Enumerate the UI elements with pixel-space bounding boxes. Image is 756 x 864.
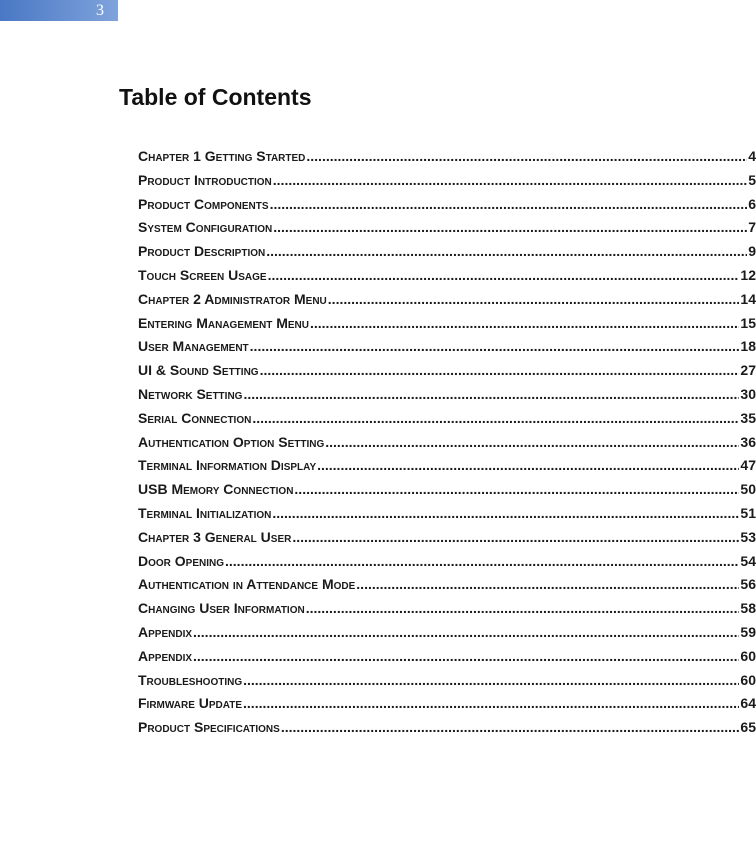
toc-entry-page: 35 [740, 409, 756, 426]
toc-entry-page: 30 [740, 385, 756, 402]
toc-entry-label: Changing User Information [138, 600, 305, 617]
toc-entry-page: 36 [740, 433, 756, 450]
toc-leader-dots [260, 362, 740, 378]
toc-entry[interactable] [138, 196, 756, 220]
toc-entry[interactable] [138, 576, 756, 600]
toc-leader-dots [273, 219, 747, 235]
toc-leader-dots [325, 434, 739, 450]
toc-entry[interactable] [138, 267, 756, 291]
toc-entry-label: Chapter 1 Getting Started [138, 148, 306, 164]
toc-entry-page: 14 [740, 290, 756, 307]
toc-entry[interactable] [138, 624, 756, 648]
toc-entry-page: 60 [740, 671, 756, 688]
toc-entry-page: 50 [740, 481, 756, 498]
toc-entry-label: System Configuration [138, 219, 273, 236]
toc-entry-label: Product Components [138, 195, 269, 212]
toc-entry-page: 12 [740, 266, 756, 283]
toc-entry-label: User Management [138, 338, 249, 355]
toc-leader-dots [272, 505, 739, 521]
toc-entry-label: Terminal Information Display [138, 457, 317, 474]
toc-entry[interactable] [138, 386, 756, 410]
toc-list [138, 148, 756, 743]
toc-entry-page: 18 [740, 338, 756, 355]
toc-entry[interactable] [138, 362, 756, 386]
toc-leader-dots [306, 600, 740, 616]
toc-entry[interactable] [138, 434, 756, 458]
toc-entry-label: Terminal Initialization [138, 504, 272, 521]
toc-leader-dots [243, 672, 739, 688]
toc-entry-label: UI & Sound Setting [138, 362, 259, 379]
toc-entry-page: 7 [748, 219, 756, 236]
toc-entry[interactable] [138, 648, 756, 672]
toc-entry-label: Product Description [138, 243, 266, 260]
toc-entry-label: Product Introduction [138, 171, 272, 188]
toc-leader-dots [306, 148, 747, 164]
toc-leader-dots [356, 576, 739, 592]
toc-entry[interactable] [138, 481, 756, 505]
toc-entry-label: Door Opening [138, 552, 225, 569]
toc-entry[interactable] [138, 600, 756, 624]
toc-entry[interactable] [138, 719, 756, 743]
toc-leader-dots [328, 291, 740, 307]
toc-leader-dots [310, 315, 739, 331]
toc-entry-label: Chapter 2 Administrator Menu [138, 290, 327, 307]
toc-leader-dots [243, 386, 739, 402]
toc-entry-page: 6 [748, 195, 756, 212]
toc-entry-page: 54 [740, 552, 756, 569]
toc-leader-dots [273, 172, 747, 188]
toc-entry[interactable] [138, 291, 756, 315]
toc-entry-page: 59 [740, 623, 756, 640]
toc-entry-label: Firmware Update [138, 695, 243, 712]
toc-entry-page: 9 [748, 243, 756, 260]
toc-entry-label: Troubleshooting [138, 671, 243, 688]
toc-entry-label: USB Memory Connection [138, 481, 294, 498]
toc-entry-page: 51 [740, 504, 756, 521]
toc-leader-dots [266, 243, 747, 259]
toc-entry[interactable] [138, 672, 756, 696]
page-number-badge: 3 [0, 0, 118, 21]
toc-entry-page: 47 [740, 457, 756, 474]
toc-leader-dots [250, 338, 740, 354]
toc-entry[interactable] [138, 505, 756, 529]
toc-entry-page: 5 [748, 171, 756, 188]
toc-entry[interactable] [138, 410, 756, 434]
toc-leader-dots [193, 648, 739, 664]
toc-entry-page: 65 [740, 719, 756, 736]
toc-entry[interactable] [138, 695, 756, 719]
toc-leader-dots [292, 529, 739, 545]
toc-entry-label: Appendix [138, 647, 193, 664]
toc-leader-dots [294, 481, 739, 497]
toc-leader-dots [225, 553, 739, 569]
page-title: Table of Contents [119, 84, 312, 110]
toc-entry-page: 53 [740, 528, 756, 545]
toc-leader-dots [317, 457, 739, 473]
toc-entry-label: Entering Management Menu [138, 314, 309, 331]
toc-leader-dots [252, 410, 739, 426]
toc-entry-page: 15 [740, 314, 756, 331]
toc-entry[interactable] [138, 553, 756, 577]
toc-entry-label: Touch Screen Usage [138, 266, 267, 283]
toc-entry-label: Chapter 3 General User [138, 528, 292, 545]
toc-entry[interactable] [138, 315, 756, 339]
toc-entry-page: 4 [748, 148, 756, 164]
toc-entry-label: Authentication in Attendance Mode [138, 576, 356, 593]
toc-entry[interactable] [138, 219, 756, 243]
toc-entry-label: Appendix [138, 623, 193, 640]
toc-entry-label: Authentication Option Setting [138, 433, 325, 450]
toc-entry[interactable] [138, 457, 756, 481]
toc-entry-page: 58 [740, 600, 756, 617]
toc-entry-label: Product Specifications [138, 719, 280, 736]
toc-entry-page: 56 [740, 576, 756, 593]
toc-entry[interactable] [138, 338, 756, 362]
toc-entry[interactable] [138, 172, 756, 196]
toc-entry-label: Network Setting [138, 385, 243, 402]
toc-leader-dots [270, 196, 748, 212]
toc-entry[interactable] [138, 529, 756, 553]
toc-entry[interactable] [138, 148, 756, 172]
toc-leader-dots [243, 695, 739, 711]
toc-entry-page: 60 [740, 647, 756, 664]
toc-leader-dots [281, 719, 740, 735]
toc-entry-page: 27 [740, 362, 756, 379]
toc-leader-dots [193, 624, 739, 640]
toc-entry-page: 64 [740, 695, 756, 712]
toc-entry[interactable] [138, 243, 756, 267]
toc-entry-label: Serial Connection [138, 409, 252, 426]
toc-leader-dots [268, 267, 740, 283]
